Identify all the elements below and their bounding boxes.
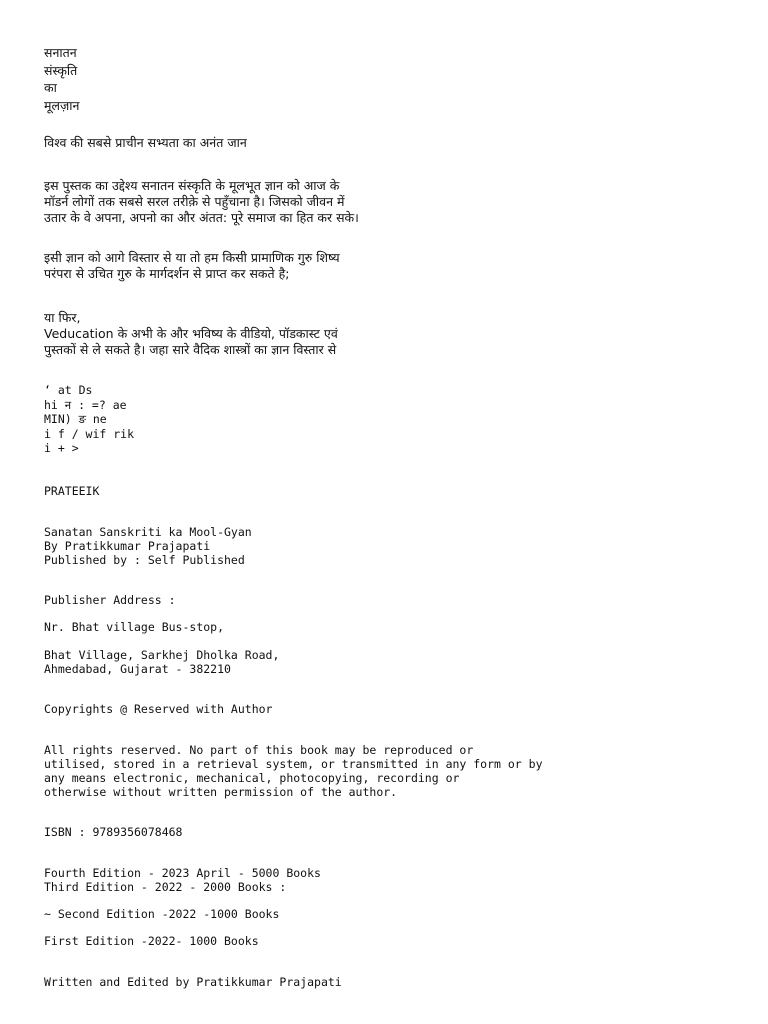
cover-title-line: का <box>44 80 57 95</box>
paragraph-line: इसी ज्ञान को आगे विस्तार से या तो हम किसी प्रामाणिक गुरु शिष्य <box>44 250 340 265</box>
second-edition-line <box>44 907 279 921</box>
address-text: Ahmedabad, Gujarat - 382210 <box>44 662 231 676</box>
paragraph-line: मॉडर्न लोगों तक सबसे सरल तरीक़े से पहुँचाना है। जिसको जीवन में <box>44 194 345 209</box>
rights-paragraph <box>44 743 543 799</box>
noise-line: i f / wif rik <box>44 426 135 441</box>
edition-line: Fourth Edition - 2023 April - 5000 Books <box>44 866 321 880</box>
guru-paragraph <box>44 250 340 282</box>
cover-title-line: सनातन <box>44 45 77 60</box>
paragraph-line: या फिर, <box>44 310 81 325</box>
purpose-paragraph <box>44 178 359 226</box>
cover-title-line: मूलज़ान <box>44 97 80 113</box>
cover-title-line: संस्कृति <box>44 62 78 78</box>
isbn-text: ISBN : 9789356078468 <box>44 825 183 839</box>
brand-text: PRATEEIK <box>44 484 100 498</box>
rights-line: utilised, stored in a retrieval system, or transmitted in any form or by <box>44 757 543 771</box>
copyright-line <box>44 702 272 716</box>
book-info <box>44 525 252 567</box>
rights-line: otherwise without written permission of the author. <box>44 785 398 799</box>
cover-title <box>44 44 79 114</box>
written-by-line <box>44 975 342 989</box>
veducation-paragraph <box>44 310 338 358</box>
paragraph-line: उतार के वे अपना, अपनो का और अंतत: पूरे समाज का हित कर सके। <box>44 210 359 225</box>
rights-line: All rights reserved. No part of this book may be reproduced or <box>44 743 474 757</box>
publisher-address-label <box>44 593 176 607</box>
book-title: Sanatan Sanskriti ka Mool-Gyan <box>44 525 252 539</box>
address-text: Bhat Village, Sarkhej Dholka Road, <box>44 648 280 662</box>
brand-name <box>44 484 99 498</box>
ocr-noise-block <box>44 383 134 456</box>
paragraph-line: परंपरा से उचित गुरु के मार्गदर्शन से प्राप्त कर सकते है; <box>44 266 290 281</box>
copyright-text: Copyrights @ Reserved with Author <box>44 702 273 716</box>
edition-line: Third Edition - 2022 - 2000 Books : <box>44 880 287 894</box>
tagline-text: विश्व की सबसे प्राचीन सभ्यता का अनंत जान <box>44 135 247 150</box>
book-author: By Pratikkumar Prajapati <box>44 539 211 553</box>
rights-line: any means electronic, mechanical, photocopying, recording or <box>44 771 460 785</box>
isbn-line <box>44 825 182 839</box>
address-text: Nr. Bhat village Bus-stop, <box>44 620 225 634</box>
paragraph-line: इस पुस्तक का उद्देश्य सनातन संस्कृति के मूलभूत ज्ञान को आज के <box>44 178 340 193</box>
paragraph-line: Veducation के अभी के और भविष्य के वीडियो, पॉडकास्ट एवं <box>44 326 338 341</box>
editions-block <box>44 866 321 894</box>
label-text: Publisher Address : <box>44 593 176 607</box>
edition-line: First Edition -2022- 1000 Books <box>44 934 259 948</box>
paragraph-line: पुस्तकों से ले सकते है। जहा सारे वैदिक शास्त्रों का ज्ञान विस्तार से <box>44 342 337 357</box>
first-edition-line <box>44 934 259 948</box>
noise-line: MIN) ङ ne <box>44 412 107 426</box>
address-line-1 <box>44 620 224 634</box>
book-publisher: Published by : Self Published <box>44 553 245 567</box>
noise-line: i + > <box>44 441 79 455</box>
address-lines <box>44 648 279 676</box>
noise-line: hi न : =? ae <box>44 397 127 412</box>
edition-line: ~ Second Edition -2022 -1000 Books <box>44 907 280 921</box>
written-by-text: Written and Edited by Pratikkumar Prajapati <box>44 975 342 989</box>
tagline <box>44 135 247 151</box>
noise-line: ‘ at Ds <box>44 383 93 397</box>
